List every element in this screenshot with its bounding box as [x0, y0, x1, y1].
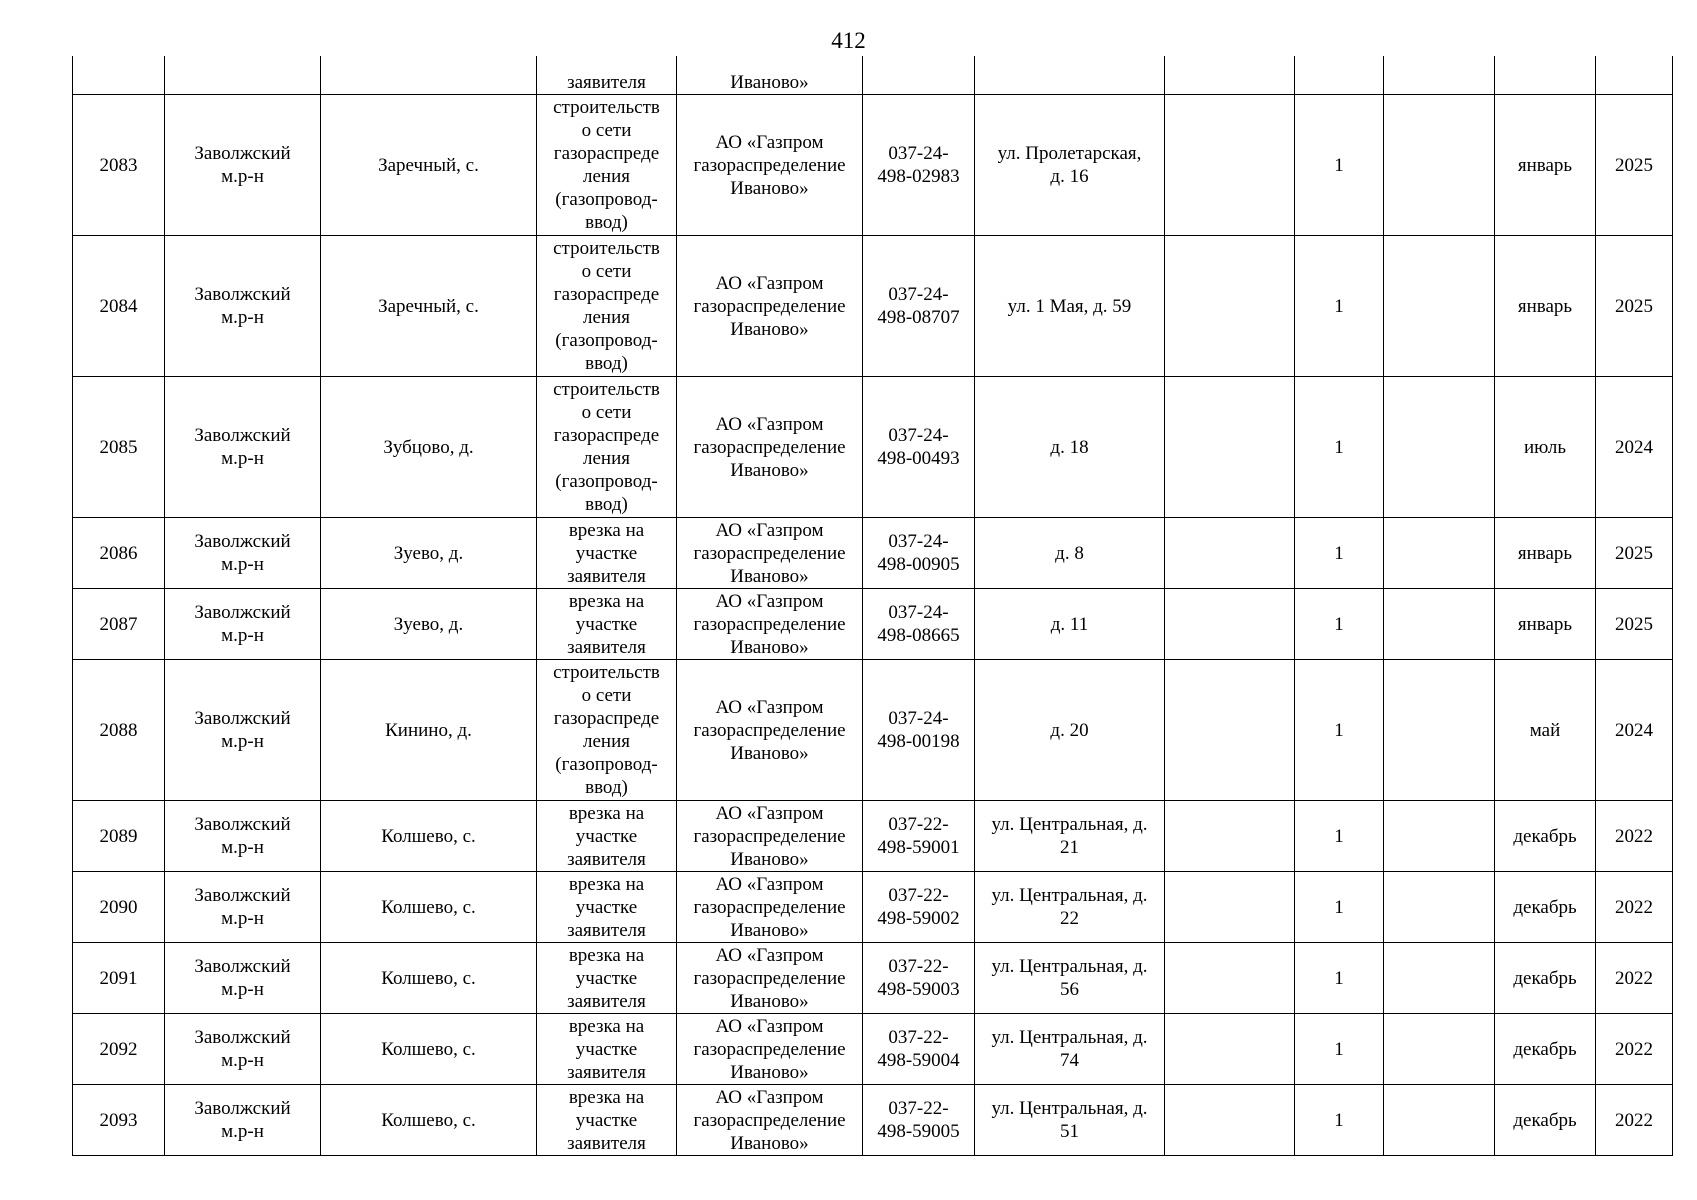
cell-empty	[1384, 95, 1495, 236]
cell-type: строительств о сети газораспреде ления (газопровод- ввод)	[537, 660, 677, 801]
cell-type: строительств о сети газораспреде ления (газопровод- ввод)	[537, 377, 677, 518]
cell-month: июль	[1495, 377, 1596, 518]
cell-district: Заволжский м.р-н	[165, 660, 321, 801]
cell-qty: 1	[1295, 660, 1384, 801]
cell-settlement: Колшево, с.	[321, 872, 537, 943]
cell-org: АО «Газпром газораспределение Иваново»	[677, 95, 863, 236]
cell-org: АО «Газпром газораспределение Иваново»	[677, 589, 863, 660]
cell-num: 2090	[73, 872, 165, 943]
cell-settlement	[321, 56, 537, 95]
cell-num	[73, 56, 165, 95]
cell-empty	[1165, 1085, 1295, 1156]
cell-type: врезка на участке заявителя	[537, 1014, 677, 1085]
cell-settlement: Колшево, с.	[321, 1085, 537, 1156]
cell-code	[863, 56, 975, 95]
cell-address: ул. Центральная, д. 21	[975, 801, 1165, 872]
cell-year: 2025	[1596, 518, 1673, 589]
cell-empty	[1165, 518, 1295, 589]
table-row	[73, 377, 1673, 518]
cell-code: 037-24- 498-08665	[863, 589, 975, 660]
cell-org: АО «Газпром газораспределение Иваново»	[677, 1014, 863, 1085]
cell-empty	[1384, 589, 1495, 660]
cell-type: врезка на участке заявителя	[537, 589, 677, 660]
cell-empty	[1384, 236, 1495, 377]
cell-org: АО «Газпром газораспределение Иваново»	[677, 660, 863, 801]
cell-type: заявителя	[537, 56, 677, 95]
cell-empty	[1165, 801, 1295, 872]
cell-type: врезка на участке заявителя	[537, 801, 677, 872]
cell-code: 037-22- 498-59002	[863, 872, 975, 943]
table-row	[73, 95, 1673, 236]
table-row	[73, 1085, 1673, 1156]
cell-empty	[1165, 95, 1295, 236]
cell-empty	[1384, 1085, 1495, 1156]
table-body	[73, 56, 1673, 1156]
cell-type: врезка на участке заявителя	[537, 943, 677, 1014]
cell-month: январь	[1495, 95, 1596, 236]
cell-empty	[1165, 56, 1295, 95]
cell-empty	[1384, 943, 1495, 1014]
cell-code: 037-22- 498-59004	[863, 1014, 975, 1085]
cell-qty: 1	[1295, 1085, 1384, 1156]
cell-district: Заволжский м.р-н	[165, 377, 321, 518]
cell-num: 2084	[73, 236, 165, 377]
cell-month: декабрь	[1495, 1085, 1596, 1156]
table-row	[73, 236, 1673, 377]
cell-month: январь	[1495, 236, 1596, 377]
table-row	[73, 1014, 1673, 1085]
cell-code: 037-22- 498-59003	[863, 943, 975, 1014]
cell-empty	[1165, 236, 1295, 377]
cell-qty: 1	[1295, 1014, 1384, 1085]
cell-address: ул. Центральная, д. 22	[975, 872, 1165, 943]
cell-empty	[1165, 872, 1295, 943]
cell-num: 2083	[73, 95, 165, 236]
cell-empty	[1165, 377, 1295, 518]
cell-settlement: Зубцово, д.	[321, 377, 537, 518]
cell-num: 2086	[73, 518, 165, 589]
table-row	[73, 801, 1673, 872]
cell-code: 037-24- 498-00198	[863, 660, 975, 801]
cell-num: 2085	[73, 377, 165, 518]
cell-code: 037-24- 498-00493	[863, 377, 975, 518]
cell-org: Иваново»	[677, 56, 863, 95]
table-row	[73, 660, 1673, 801]
cell-year: 2024	[1596, 377, 1673, 518]
cell-num: 2089	[73, 801, 165, 872]
cell-empty	[1384, 56, 1495, 95]
page-number: 412	[831, 28, 866, 53]
cell-type: врезка на участке заявителя	[537, 1085, 677, 1156]
cell-year: 2022	[1596, 943, 1673, 1014]
cell-settlement: Зуево, д.	[321, 518, 537, 589]
cell-year: 2025	[1596, 95, 1673, 236]
cell-qty: 1	[1295, 236, 1384, 377]
data-table	[72, 56, 1673, 1156]
cell-num: 2092	[73, 1014, 165, 1085]
table-row	[73, 943, 1673, 1014]
cell-type: врезка на участке заявителя	[537, 518, 677, 589]
cell-address: д. 18	[975, 377, 1165, 518]
cell-num: 2093	[73, 1085, 165, 1156]
cell-district: Заволжский м.р-н	[165, 1014, 321, 1085]
cell-district: Заволжский м.р-н	[165, 236, 321, 377]
cell-district: Заволжский м.р-н	[165, 872, 321, 943]
cell-district: Заволжский м.р-н	[165, 518, 321, 589]
cell-empty	[1165, 660, 1295, 801]
cell-month: декабрь	[1495, 801, 1596, 872]
cell-empty	[1165, 589, 1295, 660]
cell-org: АО «Газпром газораспределение Иваново»	[677, 236, 863, 377]
cell-qty: 1	[1295, 801, 1384, 872]
cell-type: строительств о сети газораспреде ления (газопровод- ввод)	[537, 95, 677, 236]
cell-year: 2022	[1596, 801, 1673, 872]
cell-code: 037-24- 498-02983	[863, 95, 975, 236]
cell-year: 2022	[1596, 1085, 1673, 1156]
cell-org: АО «Газпром газораспределение Иваново»	[677, 801, 863, 872]
cell-qty: 1	[1295, 377, 1384, 518]
cell-address	[975, 56, 1165, 95]
cell-empty	[1384, 872, 1495, 943]
cell-settlement: Заречный, с.	[321, 95, 537, 236]
cell-month: май	[1495, 660, 1596, 801]
cell-empty	[1384, 518, 1495, 589]
cell-year: 2025	[1596, 236, 1673, 377]
cell-address: ул. Центральная, д. 74	[975, 1014, 1165, 1085]
table-row	[73, 872, 1673, 943]
cell-qty	[1295, 56, 1384, 95]
cell-settlement: Кинино, д.	[321, 660, 537, 801]
cell-year: 2022	[1596, 872, 1673, 943]
cell-empty	[1165, 943, 1295, 1014]
cell-district: Заволжский м.р-н	[165, 1085, 321, 1156]
cell-qty: 1	[1295, 95, 1384, 236]
cell-qty: 1	[1295, 943, 1384, 1014]
cell-org: АО «Газпром газораспределение Иваново»	[677, 943, 863, 1014]
cell-empty	[1384, 1014, 1495, 1085]
cell-month: январь	[1495, 518, 1596, 589]
cell-qty: 1	[1295, 872, 1384, 943]
cell-org: АО «Газпром газораспределение Иваново»	[677, 872, 863, 943]
cell-code: 037-22- 498-59005	[863, 1085, 975, 1156]
cell-month: декабрь	[1495, 943, 1596, 1014]
cell-settlement: Колшево, с.	[321, 1014, 537, 1085]
cell-address: ул. 1 Мая, д. 59	[975, 236, 1165, 377]
table-row	[73, 518, 1673, 589]
cell-month	[1495, 56, 1596, 95]
table-row-continuation	[73, 56, 1673, 95]
cell-empty	[1384, 801, 1495, 872]
cell-district: Заволжский м.р-н	[165, 589, 321, 660]
cell-code: 037-22- 498-59001	[863, 801, 975, 872]
cell-org: АО «Газпром газораспределение Иваново»	[677, 518, 863, 589]
cell-settlement: Заречный, с.	[321, 236, 537, 377]
cell-address: ул. Пролетарская, д. 16	[975, 95, 1165, 236]
cell-year	[1596, 56, 1673, 95]
cell-year: 2025	[1596, 589, 1673, 660]
cell-code: 037-24- 498-00905	[863, 518, 975, 589]
cell-code: 037-24- 498-08707	[863, 236, 975, 377]
cell-empty	[1165, 1014, 1295, 1085]
cell-org: АО «Газпром газораспределение Иваново»	[677, 1085, 863, 1156]
cell-num: 2091	[73, 943, 165, 1014]
cell-org: АО «Газпром газораспределение Иваново»	[677, 377, 863, 518]
cell-num: 2087	[73, 589, 165, 660]
cell-type: строительств о сети газораспреде ления (газопровод- ввод)	[537, 236, 677, 377]
cell-settlement: Колшево, с.	[321, 801, 537, 872]
cell-month: декабрь	[1495, 872, 1596, 943]
cell-empty	[1384, 660, 1495, 801]
cell-district: Заволжский м.р-н	[165, 95, 321, 236]
cell-district: Заволжский м.р-н	[165, 801, 321, 872]
cell-qty: 1	[1295, 589, 1384, 660]
cell-address: ул. Центральная, д. 51	[975, 1085, 1165, 1156]
cell-settlement: Зуево, д.	[321, 589, 537, 660]
cell-district	[165, 56, 321, 95]
cell-district: Заволжский м.р-н	[165, 943, 321, 1014]
cell-settlement: Колшево, с.	[321, 943, 537, 1014]
table-row	[73, 589, 1673, 660]
cell-empty	[1384, 377, 1495, 518]
cell-address: ул. Центральная, д. 56	[975, 943, 1165, 1014]
cell-num: 2088	[73, 660, 165, 801]
cell-month: декабрь	[1495, 1014, 1596, 1085]
cell-type: врезка на участке заявителя	[537, 872, 677, 943]
cell-address: д. 11	[975, 589, 1165, 660]
cell-address: д. 20	[975, 660, 1165, 801]
cell-year: 2022	[1596, 1014, 1673, 1085]
cell-address: д. 8	[975, 518, 1165, 589]
cell-qty: 1	[1295, 518, 1384, 589]
cell-year: 2024	[1596, 660, 1673, 801]
cell-month: январь	[1495, 589, 1596, 660]
